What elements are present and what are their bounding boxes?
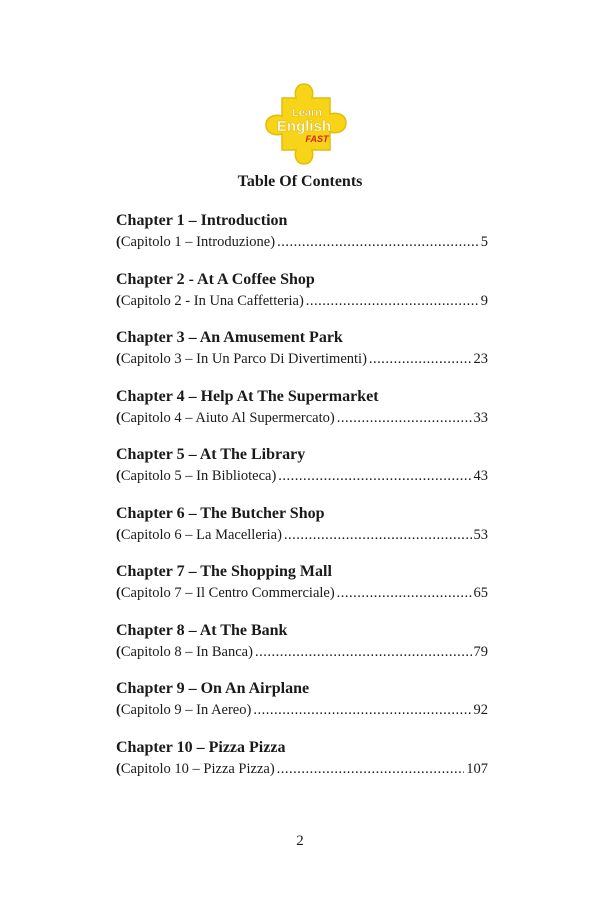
chapter-page-number: 33	[473, 409, 488, 426]
dot-leader	[306, 291, 479, 311]
logo-text-learn: Learn	[292, 107, 322, 119]
chapter-subtitle-line	[116, 525, 488, 545]
chapter-subtitle: Capitolo 2 - In Una Caffetteria)	[120, 292, 304, 309]
toc-entry	[116, 386, 488, 445]
subtitle-open-paren: (	[116, 292, 121, 309]
chapter-subtitle: Capitolo 1 – Introduzione)	[120, 234, 276, 250]
chapter-subtitle-line	[116, 349, 488, 369]
chapter-page-number: 79	[473, 643, 488, 660]
chapter-subtitle: Capitolo 10 – Pizza Pizza)	[120, 760, 275, 777]
chapter-subtitle: Capitolo 4 – Aiuto Al Supermercato)	[120, 409, 335, 426]
toc-entry	[116, 444, 488, 503]
subtitle-open-paren: (	[116, 585, 121, 601]
dot-leader	[284, 525, 472, 545]
chapter-subtitle-line	[116, 291, 488, 311]
dot-leader	[255, 642, 472, 662]
chapter-title: Chapter 10 – Pizza Pizza	[116, 738, 286, 756]
chapter-title: Chapter 7 – The Shopping Mall	[116, 563, 332, 580]
chapter-subtitle: Capitolo 9 – In Aereo)	[120, 702, 252, 718]
toc-entry	[116, 561, 488, 620]
chapter-subtitle-line	[116, 408, 488, 428]
chapter-page-number: 23	[473, 351, 488, 367]
dot-leader	[277, 759, 465, 779]
logo-text-english: English	[276, 118, 332, 135]
chapter-title: Chapter 3 – An Amusement Park	[116, 329, 343, 346]
chapter-page-number: 53	[473, 526, 488, 543]
dot-leader	[253, 700, 471, 720]
subtitle-open-paren: (	[116, 234, 121, 250]
subtitle-open-paren: (	[116, 643, 121, 660]
dot-leader	[337, 583, 472, 603]
subtitle-open-paren: (	[116, 409, 121, 426]
learn-english-fast-logo	[260, 78, 352, 170]
chapter-title: Chapter 8 – At The Bank	[116, 621, 288, 639]
dot-leader	[337, 408, 472, 428]
chapter-subtitle: Capitolo 3 – In Un Parco Di Divertimenti)	[120, 351, 367, 367]
chapter-subtitle: Capitolo 6 – La Macelleria)	[120, 526, 282, 543]
logo-text-fast: FAST	[305, 134, 329, 144]
chapter-subtitle: Capitolo 7 – Il Centro Commerciale)	[120, 585, 335, 601]
dot-leader	[277, 232, 479, 252]
chapter-page-number: 92	[473, 702, 488, 718]
toc-entry	[116, 678, 488, 737]
toc-entry	[116, 737, 488, 796]
subtitle-open-paren: (	[116, 702, 121, 718]
toc-entry	[116, 327, 488, 386]
toc-entry	[116, 210, 488, 269]
subtitle-open-paren: (	[116, 351, 121, 367]
chapter-subtitle-line	[116, 759, 488, 779]
chapter-subtitle: Capitolo 5 – In Biblioteca)	[120, 468, 277, 484]
toc-entry	[116, 620, 488, 679]
chapter-page-number: 43	[473, 468, 488, 484]
chapter-subtitle-line	[116, 466, 488, 486]
chapter-page-number: 107	[466, 760, 488, 777]
chapter-subtitle: Capitolo 8 – In Banca)	[120, 643, 253, 660]
chapter-subtitle-line	[116, 700, 488, 720]
puzzle-piece-icon	[260, 78, 352, 170]
page-number: 2	[296, 833, 304, 849]
toc-entry	[116, 269, 488, 328]
subtitle-open-paren: (	[116, 526, 121, 543]
subtitle-open-paren: (	[116, 760, 121, 777]
chapter-page-number: 65	[473, 585, 488, 601]
toc-entry	[116, 503, 488, 562]
chapter-page-number: 9	[480, 292, 488, 309]
chapter-title: Chapter 9 – On An Airplane	[116, 680, 310, 697]
chapter-page-number: 5	[480, 234, 488, 250]
table-of-contents-heading: Table Of Contents	[237, 173, 363, 190]
chapter-subtitle-line	[116, 232, 488, 252]
chapter-title: Chapter 4 – Help At The Supermarket	[116, 387, 379, 405]
subtitle-open-paren: (	[116, 468, 121, 484]
chapter-subtitle-line	[116, 583, 488, 603]
chapter-title: Chapter 2 - At A Coffee Shop	[116, 270, 315, 288]
chapter-title: Chapter 6 – The Butcher Shop	[116, 504, 325, 522]
chapter-title: Chapter 1 – Introduction	[116, 212, 288, 229]
chapter-title: Chapter 5 – At The Library	[116, 446, 306, 463]
dot-leader	[369, 349, 472, 369]
table-of-contents-list	[116, 210, 488, 795]
dot-leader	[278, 466, 471, 486]
chapter-subtitle-line	[116, 642, 488, 662]
